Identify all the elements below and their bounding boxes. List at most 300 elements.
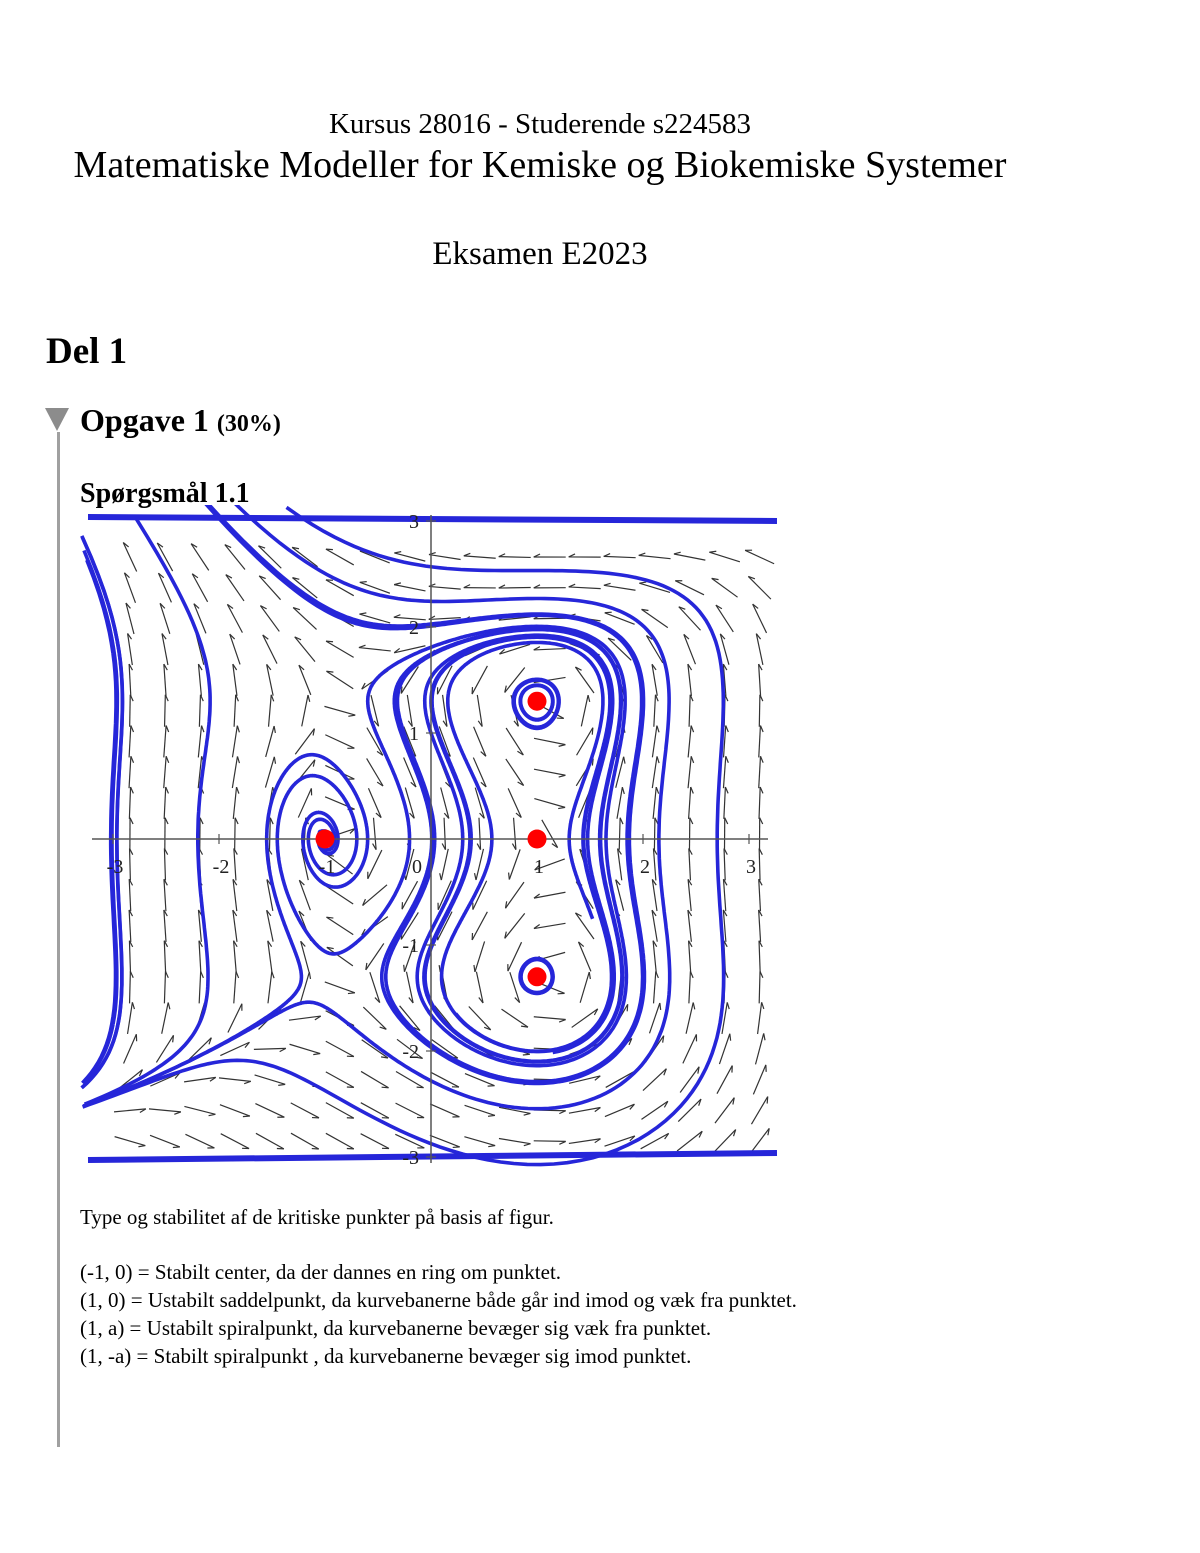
direction-arrow bbox=[291, 1103, 319, 1118]
direction-arrow bbox=[232, 726, 237, 758]
direction-arrow bbox=[129, 726, 131, 758]
direction-arrow bbox=[263, 635, 277, 664]
direction-arrow bbox=[254, 1048, 286, 1049]
arrow-head bbox=[639, 582, 646, 583]
direction-arrow bbox=[499, 1139, 531, 1144]
direction-arrow bbox=[464, 556, 496, 558]
arrow-head bbox=[767, 1097, 768, 1104]
direction-arrow bbox=[508, 942, 522, 971]
x-tick-label: -3 bbox=[106, 856, 124, 878]
list-item: (-1, 0) = Stabilt center, da der dannes en ring om punktet. bbox=[80, 1260, 562, 1284]
direction-arrow bbox=[227, 604, 242, 632]
collapse-triangle-icon[interactable] bbox=[44, 406, 70, 432]
direction-arrow bbox=[652, 879, 657, 911]
direction-arrow bbox=[654, 971, 656, 1003]
arrow-head bbox=[726, 726, 729, 732]
direction-arrow bbox=[233, 787, 236, 819]
arrow-head bbox=[272, 972, 274, 979]
arrow-head bbox=[558, 807, 565, 808]
direction-arrow bbox=[715, 1098, 734, 1124]
arrow-head bbox=[559, 775, 566, 777]
arrow-head bbox=[237, 726, 239, 733]
direction-arrow bbox=[162, 1002, 169, 1033]
y-tick-label: -2 bbox=[402, 1041, 419, 1063]
list-item: (1, 0) = Ustabilt saddelpunkt, da kurvebanerne både går ind imod og væk fra punktet. bbox=[80, 1288, 797, 1312]
arrow-head bbox=[166, 756, 169, 763]
y-tick-label: 3 bbox=[409, 511, 419, 533]
direction-arrow bbox=[683, 1034, 697, 1063]
arrow-head bbox=[382, 1087, 389, 1088]
direction-arrow bbox=[256, 1133, 284, 1149]
arrow-head bbox=[359, 645, 366, 647]
arrow-head bbox=[674, 552, 681, 554]
direction-arrow bbox=[327, 886, 354, 904]
arrow-head bbox=[173, 1035, 174, 1042]
arrow-head bbox=[274, 726, 275, 733]
direction-arrow bbox=[714, 1130, 736, 1153]
course-line: Kursus 28016 - Studerende s224583 bbox=[328, 108, 752, 140]
arrow-head bbox=[440, 873, 442, 880]
direction-arrow bbox=[577, 728, 593, 756]
direction-arrow bbox=[649, 1003, 659, 1033]
direction-arrow bbox=[716, 605, 733, 632]
direction-arrow bbox=[429, 586, 461, 589]
direction-arrow bbox=[362, 1040, 388, 1058]
y-tick-label: -1 bbox=[402, 935, 419, 957]
direction-arrow bbox=[724, 848, 725, 880]
direction-arrow bbox=[724, 787, 726, 819]
arrow-head bbox=[524, 1113, 531, 1115]
arrow-head bbox=[274, 757, 275, 764]
direction-arrow bbox=[653, 848, 655, 880]
direction-arrow bbox=[751, 1097, 767, 1125]
arrow-head bbox=[488, 1115, 495, 1116]
direction-arrow bbox=[363, 1007, 386, 1029]
trajectory-curve bbox=[424, 637, 623, 1062]
arrow-head bbox=[271, 695, 274, 702]
arrow-head bbox=[726, 756, 729, 763]
direction-arrow bbox=[368, 850, 382, 879]
direction-arrow bbox=[580, 972, 589, 1003]
direction-arrow bbox=[745, 550, 774, 563]
direction-arrow bbox=[259, 576, 280, 600]
direction-arrow bbox=[719, 1034, 729, 1064]
direction-arrow bbox=[359, 648, 391, 651]
direction-arrow bbox=[268, 972, 272, 1004]
direction-arrow bbox=[130, 971, 131, 1003]
direction-arrow bbox=[228, 1004, 242, 1033]
arrow-head bbox=[639, 553, 646, 555]
direction-arrow bbox=[361, 1071, 389, 1087]
arrow-head bbox=[417, 1087, 424, 1088]
y-tick-label: -3 bbox=[402, 1147, 419, 1169]
direction-arrow bbox=[325, 982, 355, 993]
arrow-head bbox=[202, 726, 204, 733]
arrow-head bbox=[592, 728, 593, 735]
direction-arrow bbox=[431, 1072, 459, 1087]
arrow-head bbox=[475, 873, 476, 880]
arrow-head bbox=[488, 1146, 495, 1147]
direction-arrow bbox=[129, 879, 131, 911]
arrow-head bbox=[429, 584, 436, 587]
direction-arrow bbox=[604, 585, 636, 590]
arrow-head bbox=[132, 1002, 134, 1009]
direction-arrow bbox=[124, 1034, 137, 1063]
direction-arrow bbox=[198, 726, 201, 758]
arrow-head bbox=[509, 873, 510, 880]
direction-arrow bbox=[295, 637, 315, 662]
arrow-head bbox=[309, 972, 310, 979]
direction-arrow bbox=[759, 879, 761, 911]
direction-arrow bbox=[723, 756, 725, 788]
arrow-head bbox=[691, 787, 694, 793]
direction-arrow bbox=[299, 665, 311, 695]
direction-arrow bbox=[686, 1003, 693, 1034]
direction-arrow bbox=[220, 1105, 250, 1116]
direction-arrow bbox=[326, 641, 354, 657]
arrow-head bbox=[589, 972, 590, 979]
arrow-head bbox=[429, 553, 436, 555]
direction-arrow bbox=[472, 912, 487, 940]
arrow-head bbox=[394, 583, 401, 585]
direction-arrow bbox=[234, 848, 236, 880]
direction-arrow bbox=[130, 848, 131, 880]
direction-arrow bbox=[291, 1133, 319, 1149]
direction-arrow bbox=[465, 1105, 495, 1115]
phase-portrait-plot bbox=[80, 505, 780, 1170]
direction-arrow bbox=[712, 578, 738, 597]
direction-arrow bbox=[367, 758, 383, 785]
arrow-head bbox=[691, 756, 693, 763]
arrow-head bbox=[762, 1002, 764, 1009]
direction-arrow bbox=[474, 727, 486, 757]
direction-arrow bbox=[748, 576, 771, 599]
arrow-head bbox=[394, 615, 401, 618]
direction-arrow bbox=[689, 787, 691, 819]
direction-arrow bbox=[429, 555, 461, 560]
direction-arrow bbox=[509, 849, 520, 879]
arrow-head bbox=[523, 1054, 530, 1055]
arrow-head bbox=[691, 726, 693, 733]
direction-arrow bbox=[475, 941, 485, 972]
arrow-head bbox=[627, 1004, 628, 1011]
direction-arrow bbox=[639, 555, 671, 558]
direction-arrow bbox=[689, 695, 690, 727]
direction-arrow bbox=[129, 756, 131, 788]
direction-arrow bbox=[688, 756, 691, 788]
x-tick-label: -1 bbox=[318, 856, 336, 878]
direction-arrow bbox=[569, 1139, 601, 1144]
direction-arrow bbox=[723, 879, 725, 911]
direction-arrow bbox=[750, 1128, 769, 1154]
direction-arrow bbox=[641, 1101, 667, 1119]
direction-arrow bbox=[326, 1072, 354, 1087]
direction-arrow bbox=[361, 1103, 389, 1118]
direction-arrow bbox=[534, 769, 565, 775]
critical-point bbox=[528, 830, 547, 849]
direction-arrow bbox=[123, 543, 136, 572]
arrow-head bbox=[764, 1033, 765, 1040]
direction-arrow bbox=[164, 726, 166, 758]
arrow-head bbox=[237, 756, 239, 763]
direction-arrow bbox=[185, 1134, 214, 1148]
direction-arrow bbox=[652, 756, 657, 788]
direction-arrow bbox=[234, 695, 236, 727]
direction-arrow bbox=[501, 1009, 527, 1027]
direction-arrow bbox=[368, 788, 381, 817]
direction-arrow bbox=[363, 885, 387, 906]
arrow-head bbox=[588, 695, 590, 702]
direction-arrow bbox=[534, 1017, 566, 1020]
direction-arrow bbox=[326, 1133, 354, 1149]
trajectory-curve bbox=[277, 776, 357, 875]
direction-arrow bbox=[192, 574, 207, 602]
direction-arrow bbox=[581, 695, 588, 726]
arrow-head bbox=[348, 993, 355, 994]
question-heading: Spørgsmål 1.1 bbox=[80, 478, 250, 509]
direction-arrow bbox=[709, 552, 740, 562]
direction-arrow bbox=[150, 1135, 180, 1147]
direction-arrow bbox=[129, 910, 131, 942]
direction-arrow bbox=[605, 1104, 635, 1116]
direction-arrow bbox=[290, 1044, 321, 1053]
direction-arrow bbox=[361, 1134, 389, 1149]
arrow-head bbox=[173, 1147, 180, 1148]
direction-arrow bbox=[444, 818, 445, 850]
direction-arrow bbox=[759, 756, 761, 788]
direction-arrow bbox=[164, 971, 165, 1003]
trajectory-curve bbox=[83, 839, 724, 1165]
arrow-head bbox=[709, 551, 716, 552]
direction-arrow bbox=[366, 943, 384, 969]
direction-arrow bbox=[164, 879, 166, 911]
direction-arrow bbox=[759, 910, 761, 942]
arrow-head bbox=[237, 787, 239, 794]
critical-point bbox=[528, 967, 547, 986]
direction-arrow bbox=[684, 634, 696, 664]
direction-arrow bbox=[759, 787, 760, 819]
direction-arrow bbox=[325, 735, 354, 748]
x-tick-label: -2 bbox=[212, 856, 230, 878]
direction-arrow bbox=[199, 971, 201, 1003]
direction-arrow bbox=[164, 664, 166, 696]
list-item: (1, -a) = Stabilt spiralpunkt , da kurvebanerne bevæger sig imod punktet. bbox=[80, 1344, 692, 1368]
direction-arrow bbox=[653, 787, 656, 819]
direction-arrow bbox=[129, 787, 130, 819]
part-heading: Del 1 bbox=[46, 331, 128, 372]
direction-arrow bbox=[255, 1104, 284, 1118]
direction-arrow bbox=[479, 818, 481, 850]
arrow-head bbox=[244, 1081, 251, 1083]
direction-arrow bbox=[689, 941, 691, 973]
direction-arrow bbox=[269, 695, 272, 727]
critical-point-list bbox=[80, 1258, 797, 1370]
direction-arrow bbox=[477, 695, 482, 727]
arrow-head bbox=[474, 965, 475, 972]
direction-arrow bbox=[164, 941, 165, 973]
direction-arrow bbox=[293, 608, 316, 630]
direction-arrow bbox=[396, 1103, 425, 1118]
arrow-head bbox=[727, 1002, 729, 1009]
direction-arrow bbox=[759, 971, 760, 1003]
direction-arrow bbox=[572, 1009, 598, 1028]
direction-arrow bbox=[604, 556, 636, 557]
direction-arrow bbox=[260, 606, 279, 632]
arrow-head bbox=[622, 787, 624, 794]
document-title: Matematiske Modeller for Kemiske og Biokemiske Systemer bbox=[73, 144, 1007, 186]
arrow-head bbox=[243, 1116, 250, 1117]
direction-arrow bbox=[234, 971, 236, 1003]
arrow-head bbox=[660, 1003, 661, 1010]
direction-arrow bbox=[674, 554, 705, 560]
direction-arrow bbox=[199, 695, 200, 727]
direction-arrow bbox=[115, 1137, 146, 1146]
direction-arrow bbox=[619, 818, 620, 850]
arrow-head bbox=[605, 612, 612, 613]
direction-arrow bbox=[534, 1141, 566, 1142]
direction-arrow bbox=[469, 1006, 491, 1029]
direction-arrow bbox=[643, 1069, 666, 1091]
direction-arrow bbox=[505, 882, 523, 908]
direction-arrow bbox=[472, 666, 487, 694]
arrow-head bbox=[174, 1112, 181, 1114]
direction-arrow bbox=[326, 1041, 354, 1056]
direction-arrow bbox=[129, 941, 130, 973]
direction-arrow bbox=[164, 756, 166, 788]
task-weight: (30%) bbox=[216, 411, 281, 437]
arrow-head bbox=[166, 726, 169, 733]
direction-arrow bbox=[534, 738, 565, 744]
direction-arrow bbox=[759, 726, 761, 758]
direction-arrow bbox=[221, 1134, 249, 1149]
task-heading bbox=[80, 402, 281, 439]
direction-arrow bbox=[505, 913, 525, 938]
direction-arrow bbox=[506, 728, 523, 755]
direction-arrow bbox=[191, 544, 209, 571]
arrow-head bbox=[209, 1114, 216, 1115]
direction-arrow bbox=[226, 575, 244, 601]
list-item: (1, a) = Ustabilt spiralpunkt, da kurvebanerne bevæger sig væk fra punktet. bbox=[80, 1316, 712, 1340]
answer-intro: Type og stabilitet af de kritiske punkter på basis af figur. bbox=[80, 1205, 554, 1229]
direction-arrow bbox=[165, 695, 166, 727]
direction-arrow bbox=[299, 880, 310, 910]
direction-arrow bbox=[128, 1002, 133, 1034]
trajectories bbox=[82, 505, 777, 1165]
direction-arrow bbox=[199, 941, 201, 973]
direction-arrow bbox=[298, 788, 311, 817]
direction-arrow bbox=[689, 848, 691, 880]
arrow-head bbox=[404, 965, 405, 972]
arrow-head bbox=[168, 1002, 170, 1009]
arrow-head bbox=[559, 745, 566, 747]
direction-arrow bbox=[130, 695, 131, 727]
direction-arrow bbox=[295, 729, 314, 755]
direction-arrow bbox=[219, 1078, 251, 1081]
direction-arrow bbox=[756, 1033, 764, 1064]
direction-arrow bbox=[652, 726, 656, 758]
arrow-head bbox=[624, 757, 625, 764]
direction-arrow bbox=[759, 941, 760, 973]
arrow-head bbox=[656, 787, 658, 794]
direction-arrow bbox=[758, 1002, 762, 1034]
arrow-head bbox=[464, 553, 471, 556]
direction-arrow bbox=[225, 545, 245, 570]
direction-arrow bbox=[534, 618, 566, 619]
arrow-head bbox=[657, 726, 659, 733]
x-tick-label: 0 bbox=[412, 856, 422, 878]
trajectory-curve bbox=[83, 839, 670, 1109]
direction-arrow bbox=[508, 788, 521, 817]
direction-arrow bbox=[506, 759, 524, 786]
direction-arrow bbox=[753, 1065, 765, 1094]
arrow-head bbox=[604, 583, 611, 585]
direction-arrow bbox=[717, 1066, 732, 1094]
y-tick-label: 2 bbox=[409, 617, 419, 639]
direction-arrow bbox=[499, 557, 531, 558]
direction-arrow bbox=[569, 587, 601, 589]
direction-arrow bbox=[654, 818, 655, 850]
direction-arrow bbox=[753, 604, 767, 633]
arrow-head bbox=[524, 1144, 531, 1146]
x-tick-label: 2 bbox=[640, 856, 650, 878]
direction-arrow bbox=[464, 1137, 495, 1146]
direction-arrow bbox=[265, 757, 274, 788]
direction-arrow bbox=[430, 1104, 459, 1117]
y-tick-label: 1 bbox=[409, 723, 419, 745]
critical-point bbox=[316, 830, 335, 849]
direction-arrow bbox=[642, 609, 668, 627]
direction-arrow bbox=[617, 787, 622, 819]
direction-arrow bbox=[534, 799, 565, 808]
arrow-head bbox=[308, 695, 310, 702]
direction-arrow bbox=[255, 1075, 286, 1084]
direction-arrow bbox=[759, 664, 761, 696]
direction-arrow bbox=[324, 706, 355, 715]
exam-label: Eksamen E2023 bbox=[432, 236, 648, 272]
direction-arrow bbox=[269, 818, 270, 850]
direction-arrow bbox=[326, 671, 353, 688]
section-rule bbox=[57, 432, 60, 1447]
arrow-head bbox=[394, 552, 401, 553]
direction-arrow bbox=[505, 668, 525, 693]
direction-arrow bbox=[688, 726, 691, 758]
direction-arrow bbox=[759, 695, 760, 727]
direction-arrow bbox=[129, 664, 131, 696]
direction-arrow bbox=[128, 633, 133, 665]
direction-arrow bbox=[578, 942, 590, 971]
trajectory-curve bbox=[136, 518, 210, 839]
direction-arrow bbox=[302, 695, 308, 726]
arrow-head bbox=[559, 1020, 566, 1022]
arrow-head bbox=[359, 613, 366, 614]
x-tick-label: 3 bbox=[746, 856, 756, 878]
arrow-head bbox=[693, 1003, 695, 1010]
critical-point bbox=[528, 692, 547, 711]
direction-arrow bbox=[266, 726, 274, 757]
arrow-head bbox=[278, 1084, 285, 1085]
direction-arrow bbox=[499, 587, 531, 588]
arrow-head bbox=[730, 1034, 731, 1041]
arrow-head bbox=[360, 582, 367, 583]
task-title: Opgave 1 bbox=[80, 402, 209, 438]
direction-arrow bbox=[326, 917, 353, 934]
arrow-head bbox=[348, 715, 355, 716]
direction-arrow bbox=[429, 618, 461, 620]
x-tick-label: 1 bbox=[534, 856, 544, 878]
direction-arrow bbox=[232, 756, 237, 788]
direction-arrow bbox=[164, 787, 166, 819]
arrow-head bbox=[453, 1147, 460, 1148]
